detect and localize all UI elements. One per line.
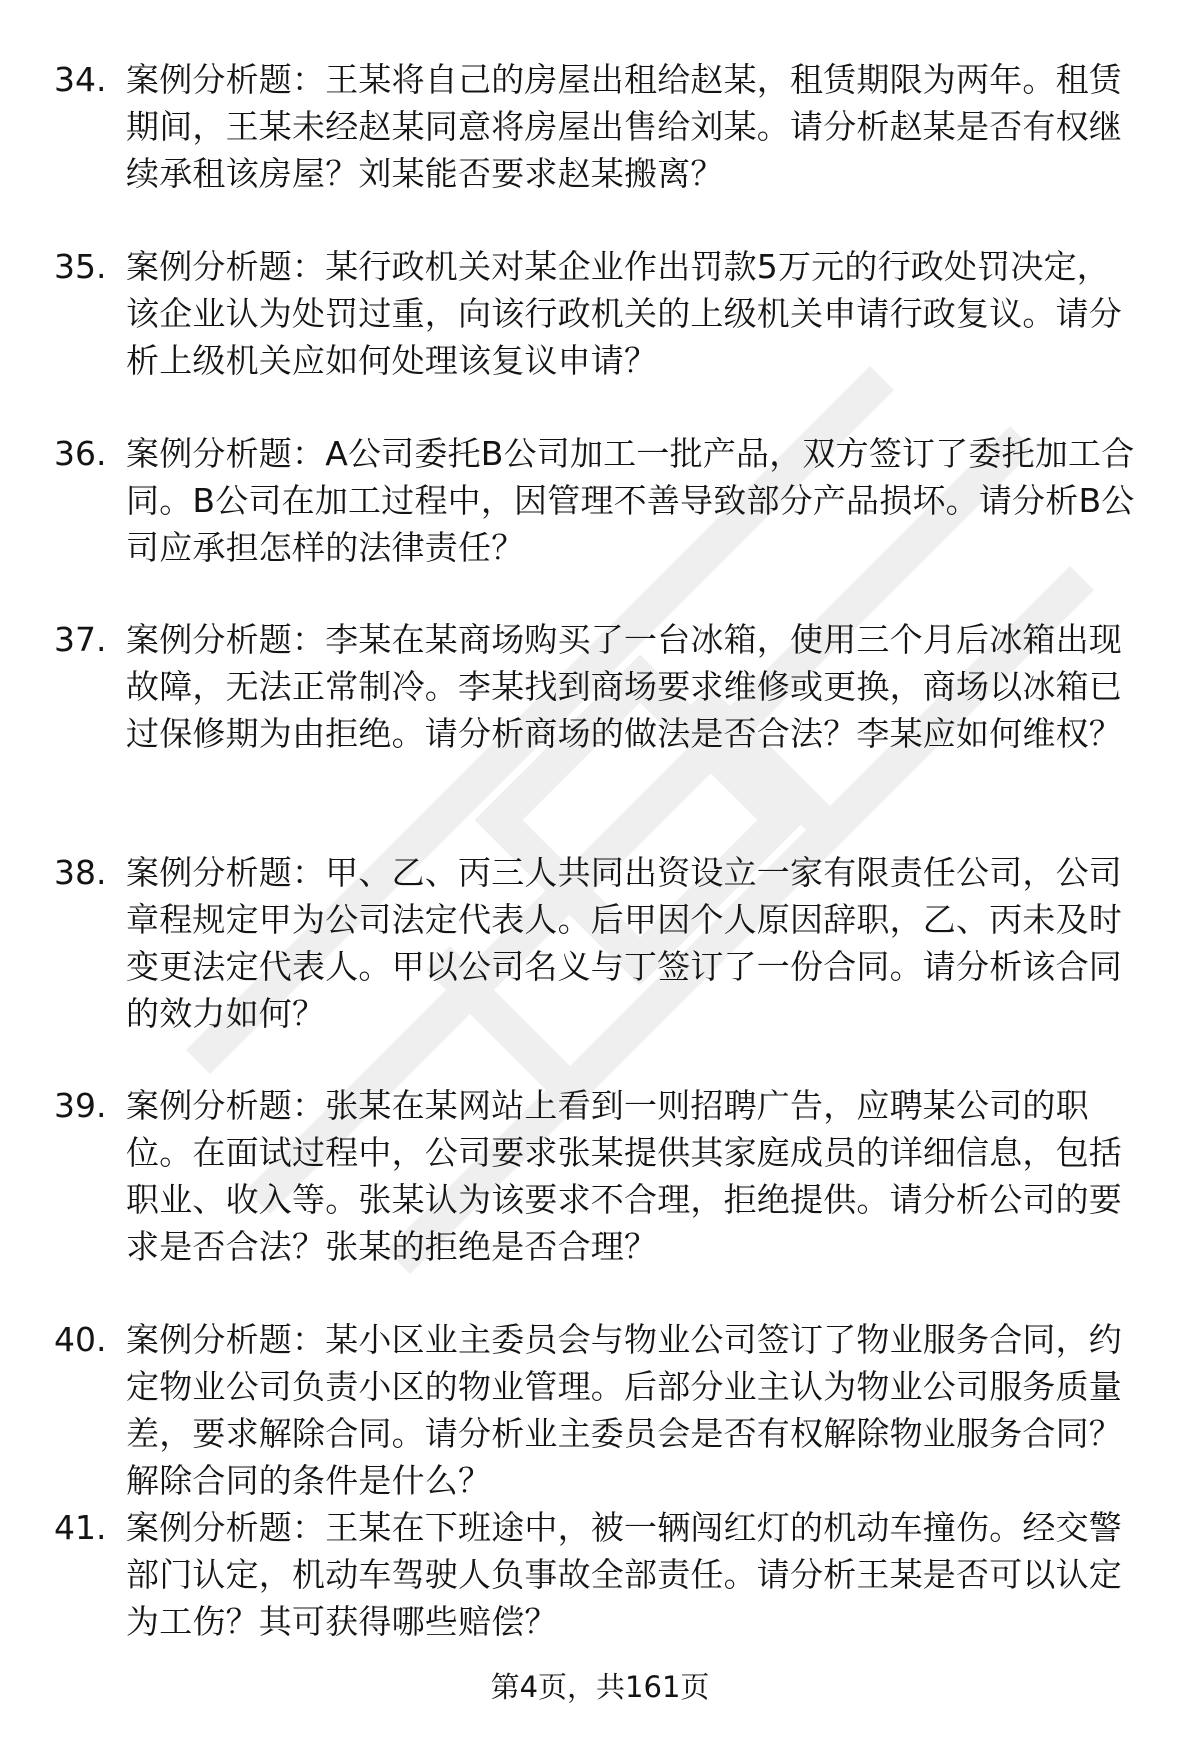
question-number: 39. xyxy=(54,1086,107,1125)
page-number: 第4页，共161页 xyxy=(490,1670,710,1704)
question-text: 案例分析题：A公司委托B公司加工一批产品，双方签订了委托加工合同。B公司在加工过程中，因管理不善导致部分产品损坏。请分析B公司应承担怎样的法律责任？ xyxy=(126,434,1135,567)
question-text: 案例分析题：某行政机关对某企业作出罚款5万元的行政处罚决定，该企业认为处罚过重，向该行政机关的上级机关申请行政复议。请分析上级机关应如何处理该复议申请？ xyxy=(126,247,1122,380)
question-number: 41. xyxy=(54,1508,107,1547)
question-text: 案例分析题：张某在某网站上看到一则招聘广告，应聘某公司的职位。在面试过程中，公司要求张某提供其家庭成员的详细信息，包括职业、收入等。张某认为该要求不合理，拒绝提供。请分析公司的要求是否合法？张某的拒绝是否合理？ xyxy=(126,1086,1122,1266)
question-text: 案例分析题：李某在某商场购买了一台冰箱，使用三个月后冰箱出现故障，无法正常制冷。李某找到商场要求维修或更换，商场以冰箱已过保修期为由拒绝。请分析商场的做法是否合法？李某应如何维权？ xyxy=(126,620,1122,753)
question-text: 案例分析题：王某在下班途中，被一辆闯红灯的机动车撞伤。经交警部门认定，机动车驾驶人负事故全部责任。请分析王某是否可以认定为工伤？其可获得哪些赔偿？ xyxy=(126,1508,1122,1641)
question-number: 34. xyxy=(54,60,107,99)
question-item xyxy=(54,243,1154,384)
question-item xyxy=(54,849,1154,1037)
question-item xyxy=(54,1316,1154,1504)
question-number: 37. xyxy=(54,620,107,659)
question-item xyxy=(54,1504,1154,1645)
question-text: 案例分析题：甲、乙、丙三人共同出资设立一家有限责任公司，公司章程规定甲为公司法定代表人。后甲因个人原因辞职，乙、丙未及时变更法定代表人。甲以公司名义与丁签订了一份合同。请分析该合同的效力如何？ xyxy=(126,853,1122,1033)
question-number: 35. xyxy=(54,247,107,286)
question-text: 案例分析题：某小区业主委员会与物业公司签订了物业服务合同，约定物业公司负责小区的物业管理。后部分业主认为物业公司服务质量差，要求解除合同。请分析业主委员会是否有权解除物业服务合同？解除合同的条件是什么？ xyxy=(126,1320,1122,1500)
question-number: 38. xyxy=(54,853,107,892)
question-item xyxy=(54,1082,1154,1270)
question-item xyxy=(54,56,1154,197)
question-item xyxy=(54,430,1154,571)
question-text: 案例分析题：王某将自己的房屋出租给赵某，租赁期限为两年。租赁期间，王某未经赵某同意将房屋出售给刘某。请分析赵某是否有权继续承租该房屋？刘某能否要求赵某搬离？ xyxy=(126,60,1122,193)
question-number: 40. xyxy=(54,1320,107,1359)
question-item xyxy=(54,616,1154,757)
question-number: 36. xyxy=(54,434,107,473)
